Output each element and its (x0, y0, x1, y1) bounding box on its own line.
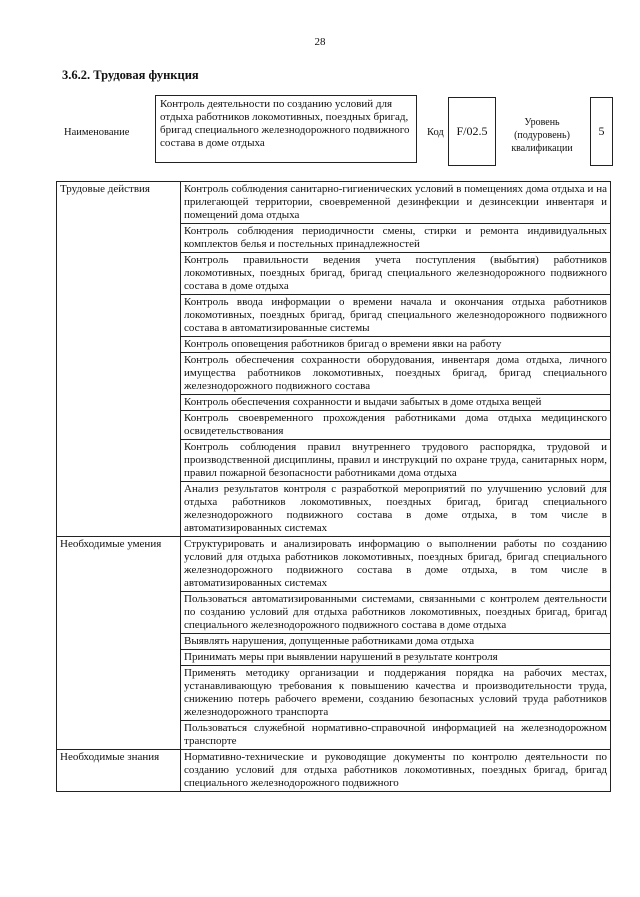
section-item: Контроль ввода информации о времени начала и окончания отдыха работников локомотивных, поездных бригад, бригад специального железнодорожного подвижного состава в автоматизированные системы (181, 295, 611, 337)
section-item: Анализ результатов контроля с разработкой мероприятий по улучшению условий для отдыха работников локомотивных, поездных бригад, бригад специального железнодорожного подвижного состава в доме отдыха, в том числе в автоматизированных системах (181, 482, 611, 537)
section-item: Контроль оповещения работников бригад о времени явки на работу (181, 337, 611, 353)
section-category: Необходимые умения (57, 537, 181, 750)
function-table (56, 181, 611, 792)
section-item: Принимать меры при выявлении нарушений в результате контроля (181, 650, 611, 666)
section-category: Трудовые действия (57, 182, 181, 537)
section-item: Пользоваться служебной нормативно-справочной информацией на железнодорожном транспорте (181, 721, 611, 750)
section-title: 3.6.2. Трудовая функция (62, 68, 199, 82)
section-item: Контроль соблюдения санитарно-гигиенических условий в помещениях дома отдыха и на прилегающей территории, своевременной дезинфекции и дезинсекции инвентаря и помещений дома отдыха (181, 182, 611, 224)
section-item: Контроль своевременного прохождения работниками дома отдыха медицинского освидетельствования (181, 411, 611, 440)
section-category: Необходимые знания (57, 750, 181, 792)
section-item: Контроль обеспечения сохранности и выдачи забытых в доме отдыха вещей (181, 395, 611, 411)
section-item: Структурировать и анализировать информацию о выполнении работы по созданию условий для отдыха работников локомотивных, поездных бригад, бригад специального железнодорожного подвижного состава в доме отдыха, в том числе в автоматизированных системах (181, 537, 611, 592)
section-item: Контроль правильности ведения учета поступления (выбытия) работников локомотивных, поездных бригад, бригад специального железнодорожного подвижного состава в доме отдыха (181, 253, 611, 295)
table-row (57, 182, 611, 224)
page-number: 28 (314, 36, 326, 48)
code-box: F/02.5 (448, 97, 496, 166)
code-label: Код (427, 127, 444, 138)
section-item: Контроль соблюдения правил внутреннего трудового распорядка, трудовой и производственной дисциплины, правил и инструкций по охране труда, санитарных норм, правил пожарной безопасности работниками дома отдыха (181, 440, 611, 482)
section-item: Контроль обеспечения сохранности оборудования, инвентаря дома отдыха, личного имущества работников локомотивных, поездных бригад, бригад специального железнодорожного подвижного состава (181, 353, 611, 395)
level-label: Уровень (подуровень) квалификации (511, 117, 573, 154)
table-row (57, 750, 611, 792)
section-item: Пользоваться автоматизированными системами, связанными с контролем деятельности по созданию условий для отдыха работников локомотивных, поездных бригад, бригад специального железнодорожного подвижного состава в доме отдыха (181, 592, 611, 634)
function-name-box: Контроль деятельности по созданию условий для отдыха работников локомотивных, поездных бригад, бригад специального железнодорожного подвижного состава в доме отдыха (155, 95, 417, 163)
section-item: Контроль соблюдения периодичности смены, стирки и ремонта индивидуальных комплектов белья и постельных принадлежностей (181, 224, 611, 253)
table-row (57, 537, 611, 592)
section-item: Нормативно-технические и руководящие документы по контролю деятельности по созданию условий для отдыха работников локомотивных, поездных бригад, бригад специального железнодорожного подвижного (181, 750, 611, 792)
section-item: Применять методику организации и поддержания порядка на рабочих местах, устанавливающую требования к повышению качества и производительности труда, снижению потерь рабочего времени, созданию безопасных условий труда работников железнодорожного транспорта (181, 666, 611, 721)
section-item: Выявлять нарушения, допущенные работниками дома отдыха (181, 634, 611, 650)
level-box: 5 (590, 97, 613, 166)
function-table-body (57, 182, 611, 792)
name-label: Наименование (64, 127, 130, 138)
